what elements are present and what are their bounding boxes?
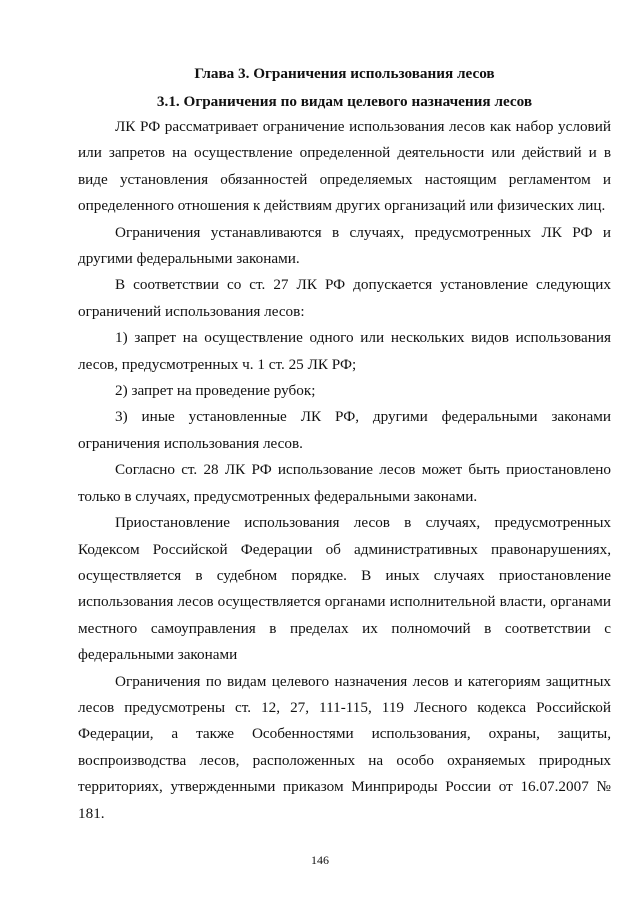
paragraph-2: Ограничения устанавливаются в случаях, предусмотренных ЛК РФ и другими федеральными законами. (78, 223, 611, 268)
paragraph-6: Ограничения по видам целевого назначения лесов и категориям защитных лесов предусмотрены ст. 12, 27, 111-115, 119 Лесного кодекса Российской Федерации, а также Особенностями использования, охраны, защиты, воспроизводства лесов, расположенных на особо охраняемых природных территориях, утвержденными приказом Минприроды России от 16.07.2007 № 181. (78, 672, 611, 822)
list-item-2: 2) запрет на проведение рубок; (115, 382, 316, 400)
paragraph-3: В соответствии со ст. 27 ЛК РФ допускается установление следующих ограничений использования лесов: (78, 276, 611, 320)
page-content (78, 62, 611, 827)
page-number: 146 (311, 853, 329, 867)
list-item-3: 3) иные установленные ЛК РФ, другими федеральными законами ограничения использования лесов. (78, 408, 611, 452)
chapter-title: Глава 3. Ограничения использования лесов (194, 65, 495, 82)
paragraph-4: Согласно ст. 28 ЛК РФ использование лесов может быть приостановлено только в случаях, предусмотренных федеральными законами. (78, 461, 611, 505)
paragraph-5: Приостановление использования лесов в случаях, предусмотренных Кодексом Российской Федерации об административных правонарушениях, осуществляется в судебном порядке. В иных случаях приостановление использования лесов осуществляется органами исполнительной власти, органами местного самоуправления в пределах их полномочий в соответствии с федеральными законами (78, 514, 611, 664)
paragraph-1: ЛК РФ рассматривает ограничение использования лесов как набор условий или запретов на осуществление определенной деятельности или действий и в виде установления обязанностей определяемых настоящим регламентом и определенного отношения к действиям других организаций или физических лиц. (78, 118, 611, 215)
section-title: 3.1. Ограничения по видам целевого назначения лесов (156, 93, 533, 110)
list-item-1: 1) запрет на осуществление одного или нескольких видов использования лесов, предусмотренных ч. 1 ст. 25 ЛК РФ; (78, 329, 611, 373)
